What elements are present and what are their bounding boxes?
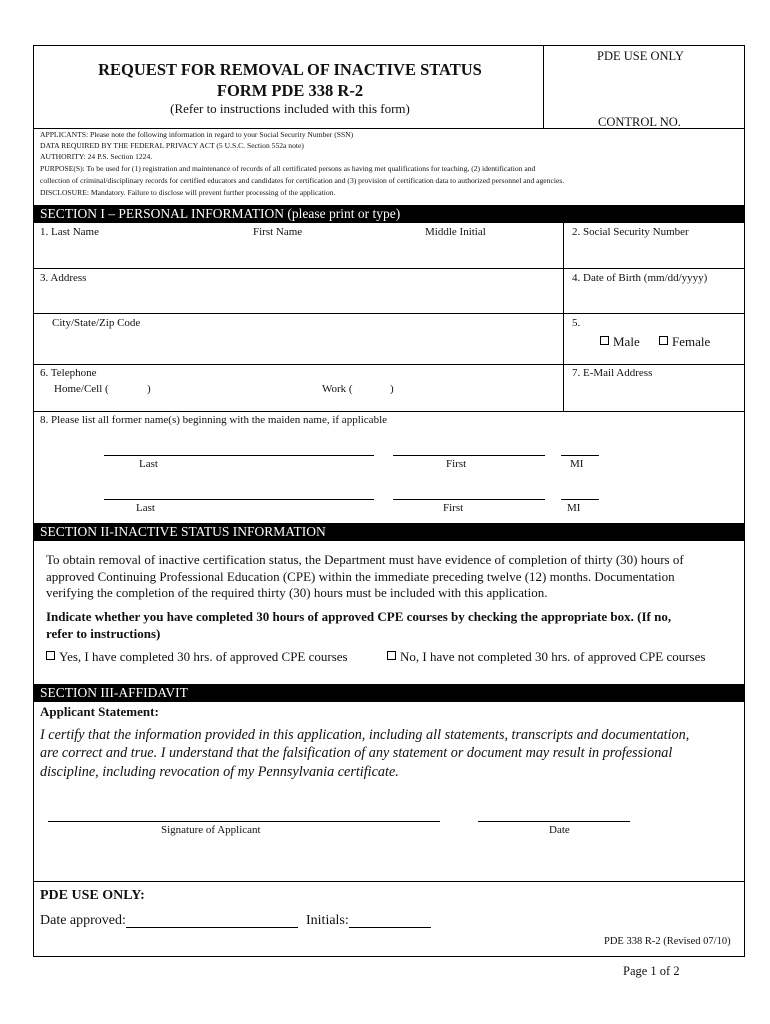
gender-label: 5. bbox=[572, 317, 581, 329]
female-option[interactable] bbox=[659, 334, 710, 350]
col-first-label: First bbox=[446, 458, 467, 470]
date-line[interactable] bbox=[478, 821, 630, 822]
col-mi-label: MI bbox=[570, 458, 584, 470]
date-label: Date bbox=[549, 824, 570, 836]
col-last-label: Last bbox=[136, 502, 155, 514]
divider bbox=[33, 881, 745, 882]
notice-line: AUTHORITY: 24 P.S. Section 1224. bbox=[40, 152, 153, 161]
header-divider bbox=[543, 45, 544, 129]
female-label: Female bbox=[672, 334, 711, 349]
section2-paragraph: approved Continuing Professional Education (CPE) within the immediate preceding twelve (12) months. Documentation bbox=[46, 569, 675, 584]
section2-paragraph: verifying the completion of the required thirty (30) hours must be included with this application. bbox=[46, 585, 548, 600]
telephone-label: 6. Telephone bbox=[40, 367, 97, 379]
male-checkbox[interactable] bbox=[600, 336, 609, 345]
female-checkbox[interactable] bbox=[659, 336, 668, 345]
cpe-instruction: refer to instructions) bbox=[46, 626, 161, 641]
former-mi-line-2[interactable] bbox=[561, 499, 599, 500]
cpe-yes-checkbox[interactable] bbox=[46, 651, 55, 660]
male-label: Male bbox=[613, 334, 640, 349]
initials-line[interactable] bbox=[349, 927, 431, 928]
notice-line: DISCLOSURE: Mandatory. Failure to disclose will prevent further processing of the application. bbox=[40, 188, 336, 197]
row-divider bbox=[33, 268, 745, 269]
pde-use-only-label: PDE USE ONLY bbox=[597, 49, 684, 63]
notice-line: collection of criminal/disciplinary records for certified educators and candidates for certification and (3) provision of certification data to authorized personnel and agencies. bbox=[40, 176, 565, 185]
home-cell-label: Home/Cell ( bbox=[54, 383, 109, 395]
former-mi-line-1[interactable] bbox=[561, 455, 599, 456]
row-divider bbox=[33, 313, 745, 314]
ssn-label: 2. Social Security Number bbox=[572, 226, 689, 238]
middle-initial-label: Middle Initial bbox=[425, 226, 486, 238]
cpe-yes-option[interactable] bbox=[46, 649, 348, 665]
last-name-label: 1. Last Name bbox=[40, 226, 99, 238]
initials-label: Initials: bbox=[306, 913, 349, 928]
pde-use-only-footer: PDE USE ONLY: bbox=[40, 888, 145, 903]
dob-label: 4. Date of Birth (mm/dd/yyyy) bbox=[572, 272, 708, 284]
certification-text: discipline, including revocation of my Pennsylvania certificate. bbox=[40, 764, 399, 780]
home-cell-close: ) bbox=[147, 383, 151, 395]
signature-label: Signature of Applicant bbox=[161, 824, 261, 836]
section2-paragraph: To obtain removal of inactive certification status, the Department must have evidence of completion of thirty (30) hours of bbox=[46, 552, 684, 567]
applicant-statement-label: Applicant Statement: bbox=[40, 704, 159, 719]
cpe-no-checkbox[interactable] bbox=[387, 651, 396, 660]
first-name-label: First Name bbox=[253, 226, 303, 238]
col-first-label: First bbox=[443, 502, 464, 514]
certification-text: are correct and true. I understand that the falsification of any statement or document may result in professional bbox=[40, 745, 673, 761]
section2-heading: SECTION II-INACTIVE STATUS INFORMATION bbox=[34, 523, 744, 541]
control-no-label: CONTROL NO. bbox=[598, 115, 681, 129]
former-last-line-1[interactable] bbox=[104, 455, 374, 456]
email-label: 7. E-Mail Address bbox=[572, 367, 653, 379]
certification-text: I certify that the information provided in this application, including all statements, transcripts and documentation, bbox=[40, 727, 690, 743]
former-names-label: 8. Please list all former name(s) beginning with the maiden name, if applicable bbox=[40, 414, 388, 426]
page-number: Page 1 of 2 bbox=[623, 964, 680, 978]
male-option[interactable] bbox=[600, 334, 640, 350]
revision-label: PDE 338 R-2 (Revised 07/10) bbox=[604, 936, 731, 947]
row-divider bbox=[33, 411, 745, 412]
work-close: ) bbox=[390, 383, 394, 395]
notice-line: APPLICANTS: Please note the following information in regard to your Social Security Number (SSN) bbox=[40, 130, 354, 139]
former-first-line-2[interactable] bbox=[393, 499, 545, 500]
signature-line[interactable] bbox=[48, 821, 440, 822]
notice-line: PURPOSE(S): To be used for (1) registration and maintenance of records of all certificated persons as having met qualifications for teaching, (2) identification and bbox=[40, 164, 536, 173]
date-approved-label: Date approved: bbox=[40, 913, 126, 928]
row-divider bbox=[33, 364, 745, 365]
cpe-instruction: Indicate whether you have completed 30 hours of approved CPE courses by checking the appropriate box. (If no, bbox=[46, 609, 672, 624]
work-label: Work ( bbox=[322, 383, 353, 395]
col-mi-label: MI bbox=[567, 502, 581, 514]
divider bbox=[33, 128, 745, 129]
form-title: REQUEST FOR REMOVAL OF INACTIVE STATUS bbox=[98, 60, 482, 79]
notice-line: DATA REQUIRED BY THE FEDERAL PRIVACY ACT (5 U.S.C. Section 552a note) bbox=[40, 141, 304, 150]
section1-heading: SECTION I – PERSONAL INFORMATION (please print or type) bbox=[34, 205, 744, 223]
column-divider bbox=[563, 223, 564, 412]
form-subtitle: (Refer to instructions included with this form) bbox=[170, 101, 410, 116]
cpe-yes-label: Yes, I have completed 30 hrs. of approved CPE courses bbox=[59, 649, 348, 664]
cpe-no-label: No, I have not completed 30 hrs. of approved CPE courses bbox=[400, 649, 706, 664]
city-label: City/State/Zip Code bbox=[52, 317, 141, 329]
date-approved-line[interactable] bbox=[126, 927, 298, 928]
former-last-line-2[interactable] bbox=[104, 499, 374, 500]
address-label: 3. Address bbox=[40, 272, 87, 284]
section3-heading: SECTION III-AFFIDAVIT bbox=[34, 684, 744, 702]
form-number: FORM PDE 338 R-2 bbox=[216, 81, 364, 100]
former-first-line-1[interactable] bbox=[393, 455, 545, 456]
col-last-label: Last bbox=[139, 458, 158, 470]
cpe-no-option[interactable] bbox=[387, 649, 705, 665]
